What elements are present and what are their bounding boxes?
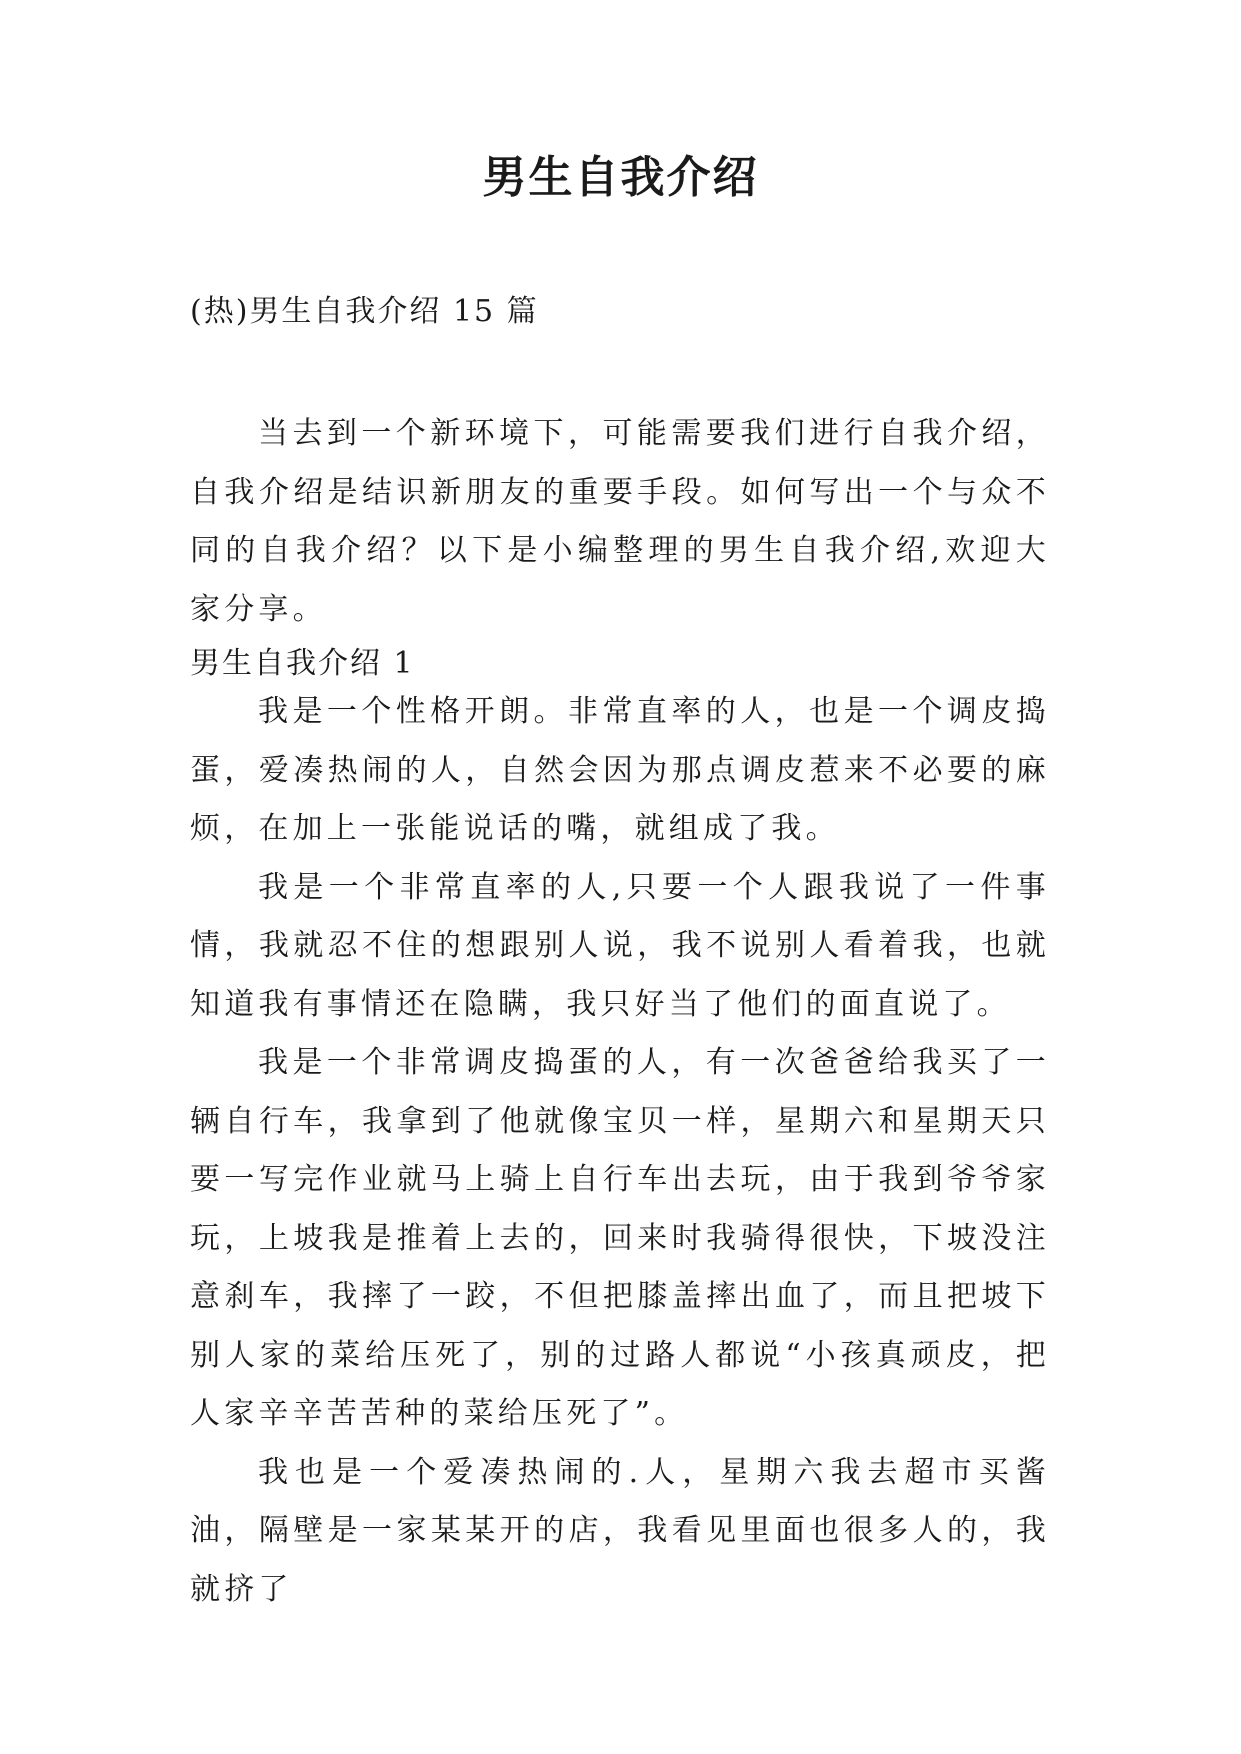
section-body [190, 683, 1050, 1619]
body-paragraph: 我是一个非常直率的人,只要一个人跟我说了一件事情，我就忍不住的想跟别人说，我不说别人看着我，也就知道我有事情还在隐瞒，我只好当了他们的面直说了。 [190, 869, 1050, 1022]
document-subtitle: (热)男生自我介绍 15 篇 [190, 294, 539, 329]
section-heading: 男生自我介绍 1 [190, 646, 415, 681]
intro-paragraph: 当去到一个新环境下，可能需要我们进行自我介绍，自我介绍是结识新朋友的重要手段。如何写出一个与众不同的自我介绍？以下是小编整理的男生自我介绍,欢迎大家分享。 [190, 416, 1050, 627]
body-paragraph: 我是一个性格开朗。非常直率的人，也是一个调皮捣蛋，爱凑热闹的人，自然会因为那点调皮惹来不必要的麻烦，在加上一张能说话的嘴，就组成了我。 [190, 694, 1050, 846]
intro-block [190, 405, 1050, 639]
document-title: 男生自我介绍 [482, 152, 759, 203]
body-paragraph: 我也是一个爱凑热闹的.人，星期六我去超市买酱油，隔壁是一家某某开的店，我看见里面也很多人的，我就挤了 [190, 1454, 1050, 1607]
body-paragraph: 我是一个非常调皮捣蛋的人，有一次爸爸给我买了一辆自行车，我拿到了他就像宝贝一样，星期六和星期天只要一写完作业就马上骑上自行车出去玩，由于我到爷爷家玩，上坡我是推着上去的，回来时我骑得很快，下坡没注意刹车，我摔了一跤，不但把膝盖摔出血了，而且把坡下别人家的菜给压死了，别的过路人都说“小孩真顽皮，把人家辛辛苦苦种的菜给压死了”。 [190, 1045, 1050, 1431]
